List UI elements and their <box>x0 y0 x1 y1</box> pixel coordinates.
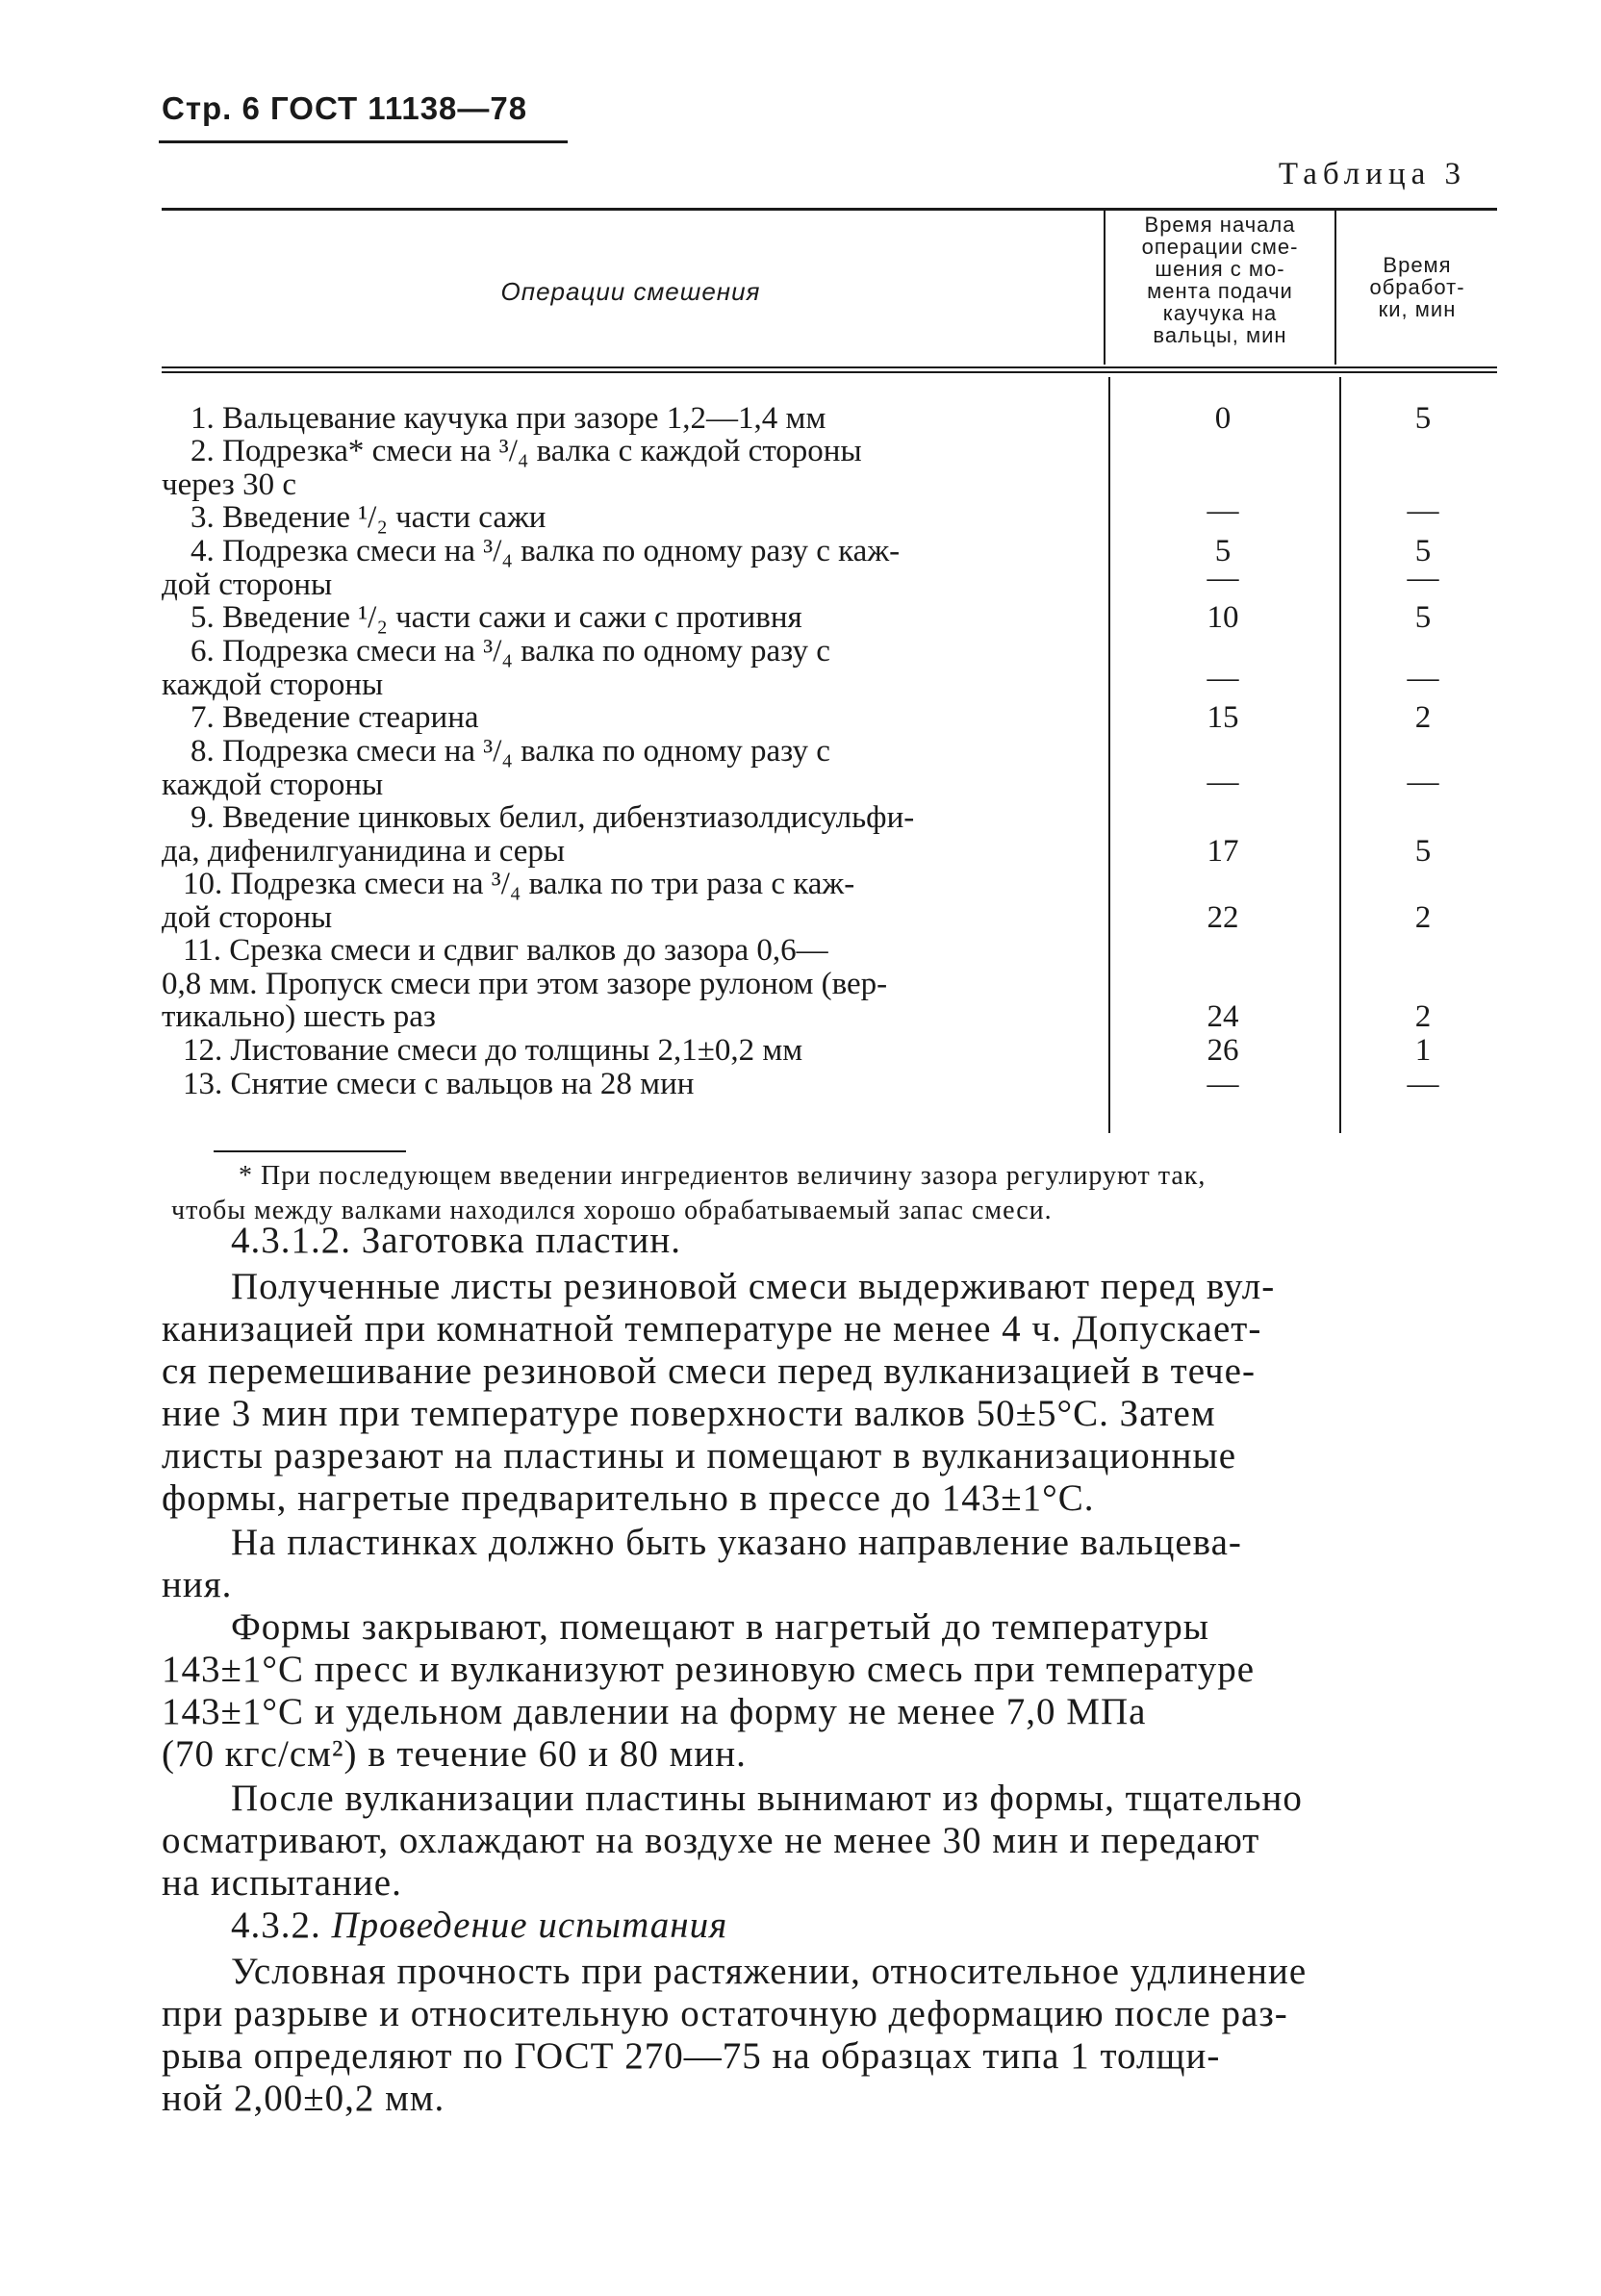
column-header-start-time: Время начала операции сме- шения с мо- мента подачи каучука на вальцы, мин <box>1141 213 1299 347</box>
table-row-1: 1. Вальцевание каучука при зазоре 1,2—1,4 мм <box>191 401 826 436</box>
table-footnote: * При последующем введении ингредиентов величину зазора регулируют так, чтобы между валками находился хорошо обрабатываемый запас смеси. <box>171 1161 1207 1225</box>
table-row-12: 12. Листование смеси до толщины 2,1±0,2 мм <box>183 1033 803 1068</box>
row-4-proc: 5 <box>1414 534 1432 568</box>
row-3-proc: — <box>1407 493 1439 528</box>
row-7-proc: 2 <box>1414 700 1432 735</box>
table-row-10: 10. Подрезка смеси на ³/₄ валка по три раза с каж- дой стороны <box>162 867 855 935</box>
row-10-proc: 2 <box>1414 900 1432 935</box>
row-4-start-dash: — <box>1207 561 1239 595</box>
table-row-4: 4. Подрезка смеси на ³/₄ валка по одному разу с каж- дой стороны <box>162 534 901 602</box>
row-4-proc-dash: — <box>1407 561 1439 595</box>
row-13-proc: — <box>1407 1067 1439 1101</box>
row-5-proc: 5 <box>1414 600 1432 635</box>
page-header: Стр. 6 ГОСТ 11138—78 <box>162 90 528 126</box>
section-4-3-2-heading <box>231 1905 727 1947</box>
table-top-rule <box>162 208 1497 211</box>
row-11-proc: 2 <box>1414 999 1432 1034</box>
row-5-start: 10 <box>1207 600 1239 635</box>
row-6-start: — <box>1207 661 1239 695</box>
row-7-start: 15 <box>1207 700 1239 735</box>
table-row-11: 11. Срезка смеси и сдвиг валков до зазора 0,6— 0,8 мм. Пропуск смеси при этом зазоре рулоном (вер- тикально) шесть раз <box>162 933 888 1034</box>
row-9-proc: 5 <box>1414 834 1432 869</box>
row-1-proc: 5 <box>1414 401 1432 436</box>
row-1-start: 0 <box>1214 401 1232 436</box>
row-10-start: 22 <box>1207 900 1239 935</box>
paragraph-1: Полученные листы резиновой смеси выдерживают перед вул- канизацией при комнатной температуре не менее 4 ч. Допускает- ся перемешивание резиновой смеси перед вулканизацией в тече- ние 3 мин при температуре поверхности валков 50±5°С. Затем листы разрезают на пластины и помещают в вулканизационные формы, нагретые предварительно в прессе до 143±1°С. <box>162 1266 1276 1519</box>
section-4-3-2-number: 4.3.2. <box>231 1905 321 1946</box>
header-rule <box>159 140 568 143</box>
paragraph-3: Формы закрывают, помещают в нагретый до температуры 143±1°С пресс и вулканизуют резиновую смесь при температуре 143±1°С и удельном давлении на форму не менее 7,0 МПа (70 кгс/см²) в течение 60 и 80 мин. <box>162 1606 1256 1775</box>
row-11-start: 24 <box>1207 999 1239 1034</box>
table-row-7: 7. Введение стеарина <box>191 700 479 735</box>
table-row-8: 8. Подрезка смеси на ³/₄ валка по одному разу с каждой стороны <box>162 734 830 802</box>
column-header-operations: Операции смешения <box>500 277 761 306</box>
row-12-start: 26 <box>1207 1033 1239 1068</box>
row-3-start: — <box>1207 493 1239 528</box>
table-row-2: 2. Подрезка* смеси на ³/₄ валка с каждой стороны через 30 с <box>162 434 862 502</box>
table-row-6: 6. Подрезка смеси на ³/₄ валка по одному разу с каждой стороны <box>162 634 830 702</box>
row-6-proc: — <box>1407 661 1439 695</box>
table-row-9: 9. Введение цинковых белил, дибензтиазолдисульфи- да, дифенилгуанидина и серы <box>162 800 915 869</box>
table-row-5: 5. Введение ¹/₂ части сажи и сажи с противня <box>191 600 802 635</box>
table-header-divider-1 <box>1104 211 1105 365</box>
table-header-divider-2 <box>1334 211 1336 365</box>
table-header-bottom-rule <box>162 366 1497 373</box>
paragraph-2: На пластинках должно быть указано направление вальцева- ния. <box>162 1522 1242 1605</box>
paragraph-5: Условная прочность при растяжении, относительное удлинение при разрыве и относительную остаточную деформацию после раз- рыва определяют по ГОСТ 270—75 на образцах типа 1 толщи- ной 2,00±0,2 мм. <box>162 1951 1308 2119</box>
table-caption: Таблица 3 <box>1278 157 1466 191</box>
row-4-start: 5 <box>1214 534 1232 568</box>
table-row-13: 13. Снятие смеси с вальцов на 28 мин <box>183 1067 695 1101</box>
paragraph-4: После вулканизации пластины вынимают из формы, тщательно осматривают, охлаждают на воздухе не менее 30 мин и передают на испытание. <box>162 1778 1303 1904</box>
row-8-start: — <box>1207 765 1239 799</box>
row-8-proc: — <box>1407 765 1439 799</box>
section-4-3-2-title: Проведение испытания <box>331 1905 728 1946</box>
column-header-processing-time: Время обработ- ки, мин <box>1369 253 1465 321</box>
footnote-rule <box>214 1150 406 1152</box>
row-13-start: — <box>1207 1067 1239 1101</box>
row-9-start: 17 <box>1207 834 1239 869</box>
table-row-3: 3. Введение ¹/₂ части сажи <box>191 500 546 535</box>
row-12-proc: 1 <box>1414 1033 1432 1068</box>
section-4-3-1-2-heading: 4.3.1.2. Заготовка пластин. <box>231 1220 681 1261</box>
